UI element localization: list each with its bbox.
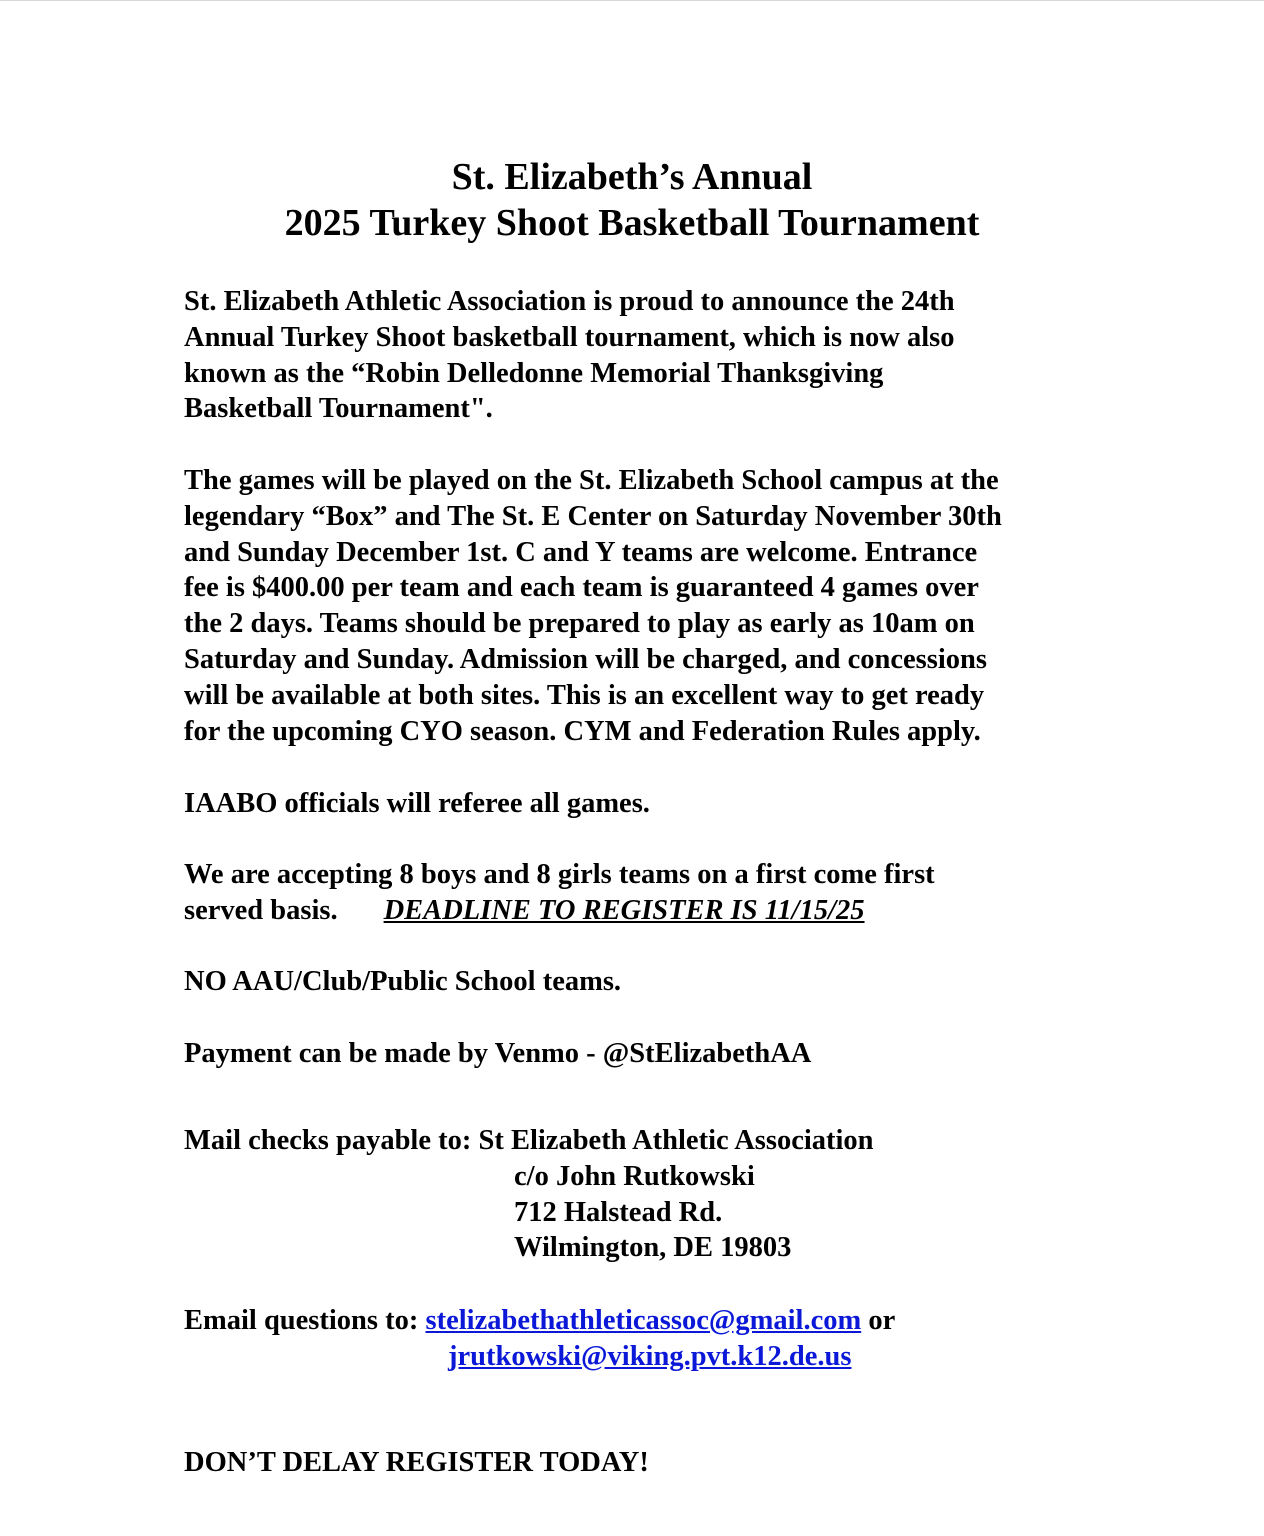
games-line: Saturday and Sunday. Admission will be charged, and concessions [184, 643, 987, 675]
mail-city: Wilmington, DE 19803 [514, 1232, 792, 1264]
games-line: the 2 days. Teams should be prepared to play as early as 10am on [184, 608, 975, 640]
served-basis-text: served basis. [184, 894, 338, 926]
mail-care-of: c/o John Rutkowski [514, 1160, 755, 1192]
mail-line-1 [184, 1123, 1104, 1159]
accepting-paragraph [184, 857, 1104, 929]
games-line: and Sunday December 1st. C and Y teams are welcome. Entrance [184, 536, 978, 568]
games-line: fee is $400.00 per team and each team is guaranteed 4 games over [184, 572, 979, 604]
registration-deadline: DEADLINE TO REGISTER IS 11/15/25 [383, 894, 865, 926]
email-joiner: or [868, 1305, 896, 1336]
announcement-line: known as the “Robin Delledonne Memorial Thanksgiving [184, 357, 884, 389]
games-line: for the upcoming CYO season. CYM and Federation Rules apply. [184, 715, 981, 747]
page-top-edge [0, 0, 1264, 1]
page-title-line-1: St. Elizabeth’s Annual [451, 156, 813, 198]
mail-payee: St Elizabeth Athletic Association [478, 1125, 874, 1156]
mail-label: Mail checks payable to: [184, 1125, 472, 1156]
closing-call-to-action: DON’T DELAY REGISTER TODAY! [184, 1447, 649, 1478]
announcement-line: St. Elizabeth Athletic Association is proud to announce the 24th [184, 286, 955, 317]
officials-paragraph: IAABO officials will referee all games. [184, 788, 650, 819]
games-line: legendary “Box” and The St. E Center on Saturday November 30th [184, 500, 1002, 532]
announcement-line: Basketball Tournament". [184, 393, 493, 425]
games-line: The games will be played on the St. Elizabeth School campus at the [184, 465, 999, 496]
primary-email-link[interactable]: stelizabethathleticassoc@gmail.com [425, 1305, 862, 1336]
mail-street: 712 Halstead Rd. [514, 1196, 723, 1228]
accepting-line-2 [184, 893, 1104, 929]
team-restriction-paragraph: NO AAU/Club/Public School teams. [184, 966, 622, 997]
announcement-line: Annual Turkey Shoot basketball tournament, which is now also [184, 321, 955, 353]
games-details-paragraph [184, 463, 1104, 749]
email-line-2 [184, 1339, 1104, 1375]
announcement-paragraph [184, 284, 1104, 427]
accepting-line: We are accepting 8 boys and 8 girls teams on a first come first [184, 859, 935, 890]
email-line-1 [184, 1303, 1104, 1339]
secondary-email-link[interactable]: jrutkowski@viking.pvt.k12.de.us [448, 1340, 852, 1372]
payment-paragraph: Payment can be made by Venmo - @StElizabethAA [184, 1038, 812, 1069]
page-title-line-2: 2025 Turkey Shoot Basketball Tournament [284, 202, 980, 244]
email-block [184, 1303, 1104, 1375]
email-label: Email questions to: [184, 1305, 419, 1336]
games-line: will be available at both sites. This is an excellent way to get ready [184, 679, 985, 711]
mail-address-block [184, 1123, 1104, 1266]
